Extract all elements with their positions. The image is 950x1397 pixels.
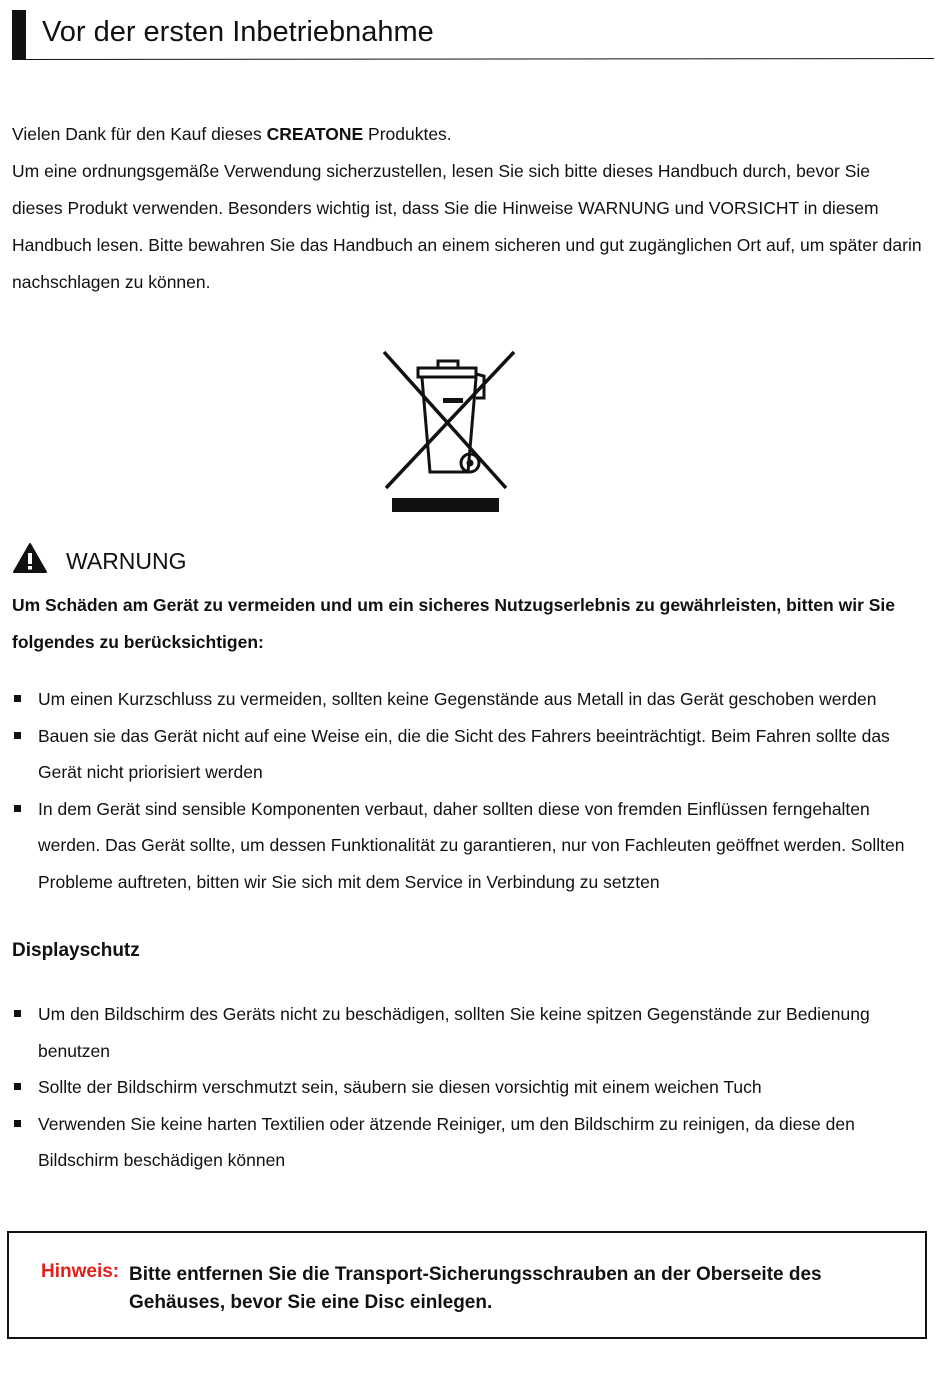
intro-section: [12, 116, 922, 301]
thanks-line: [12, 116, 922, 153]
warning-title: WARNUNG: [66, 548, 187, 574]
bullet-square-icon: [14, 1120, 21, 1127]
list-item-text: Um einen Kurzschluss zu vermeiden, sollten keine Gegenstände aus Metall in das Gerät geschoben werden: [38, 689, 877, 709]
warning-list: [12, 681, 922, 900]
warning-triangle-icon: [12, 542, 48, 574]
bullet-square-icon: [14, 732, 21, 739]
intro-paragraph: Um eine ordnungsgemäße Verwendung sicherzustellen, lesen Sie sich bitte dieses Handbuch durch, bevor Sie dieses Produkt verwenden. Besonders wichtig ist, dass Sie die Hinweise WARNUNG und VORSICHT in diesem Handbuch lesen. Bitte bewahren Sie das Handbuch an einem sicheren und gut zugänglichen Ort auf, um später darin nachschlagen zu können.: [12, 161, 922, 292]
list-item: [12, 681, 922, 718]
header-marker: [12, 10, 26, 60]
warning-intro: Um Schäden am Gerät zu vermeiden und um ein sicheres Nutzugserlebnis zu gewährleisten, bitten wir Sie folgendes zu berücksichtigen:: [12, 595, 896, 652]
brand-name: CREATONE: [266, 124, 364, 144]
note-text: Bitte entfernen Sie die Transport-Sicherungsschrauben an der Oberseite des Gehäuses, bevor Sie eine Disc einlegen.: [129, 1264, 822, 1313]
list-item-text: Bauen sie das Gerät nicht auf eine Weise ein, die die Sicht des Fahrers beeinträchtigt. Beim Fahren sollte das Gerät nicht priorisiert werden: [38, 725, 890, 782]
section-header: [12, 10, 934, 60]
bullet-square-icon: [14, 695, 21, 702]
list-item-text: Verwenden Sie keine harten Textilien oder ätzende Reiniger, um den Bildschirm zu reinigen, da diese den Bildschirm beschädigen können: [38, 1113, 855, 1170]
list-item-text: Sollte der Bildschirm verschmutzt sein, säubern sie diesen vorsichtig mit einem weichen Tuch: [38, 1077, 762, 1097]
crossed-out-wheelie-bin-icon: [380, 348, 518, 516]
page-title: Vor der ersten Inbetriebnahme: [42, 16, 434, 48]
list-item: [12, 791, 922, 901]
list-item: [12, 718, 922, 791]
list-item: [12, 996, 922, 1069]
thanks-prefix: Vielen Dank für den Kauf dieses: [12, 124, 267, 144]
list-item-text: Um den Bildschirm des Geräts nicht zu beschädigen, sollten Sie keine spitzen Gegenstände zur Bedienung benutzen: [38, 1004, 870, 1061]
bullet-square-icon: [14, 1010, 21, 1017]
header-rule: [26, 58, 934, 60]
bullet-square-icon: [14, 805, 21, 812]
list-item: [12, 1069, 922, 1106]
bullet-square-icon: [14, 1083, 21, 1090]
thanks-suffix: Produktes.: [363, 124, 452, 144]
display-protection-heading: Displayschutz: [12, 940, 140, 961]
note-label: Hinweis:: [41, 1261, 120, 1282]
list-item-text: In dem Gerät sind sensible Komponenten verbaut, daher sollten diese von fremden Einflüssen ferngehalten werden. Das Gerät sollte, um dessen Funktionalität zu garantieren, nur von Fachleuten geöffnet werden. Sollten Probleme auftreten, bitten wir Sie sich mit dem Service in Verbindung zu setzten: [38, 798, 905, 892]
list-item: [12, 1106, 922, 1179]
display-protection-list: [12, 996, 922, 1179]
note-box: [7, 1231, 927, 1339]
